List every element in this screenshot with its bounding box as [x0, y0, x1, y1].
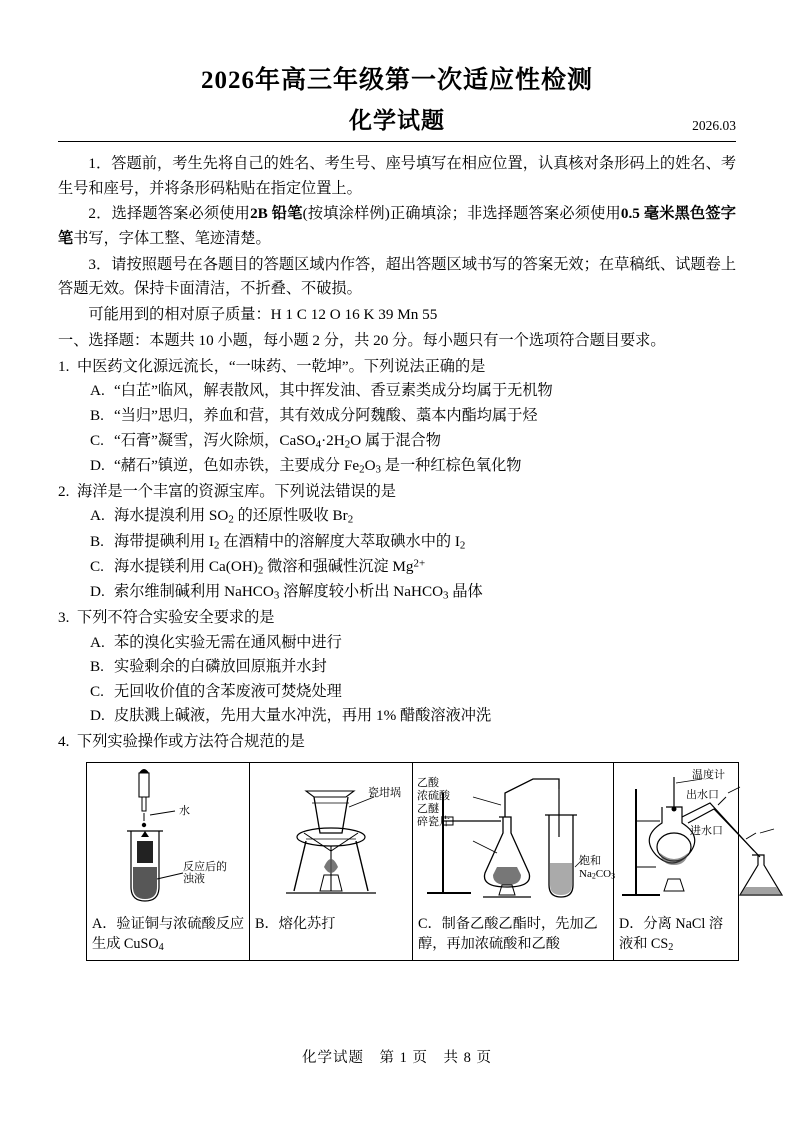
question-1-option-a[interactable] [90, 379, 736, 404]
atomic-masses: 可能用到的相对原子质量：H 1 C 12 O 16 K 39 Mn 55 [88, 305, 438, 323]
figure-a-drawing [87, 763, 249, 911]
question-3-option-b[interactable] [90, 655, 736, 680]
figure-d-label-thermometer: 温度计 [692, 768, 725, 781]
instruction-1: 1．答题前，考生先将自己的姓名、考生号、座号填写在相应位置，认真核对条形码上的姓名、考生号和座号，并将条形码粘贴在指定位置上。 [58, 155, 736, 197]
option-label: B. [90, 406, 104, 424]
option-text: 索尔维制碱利用 NaHCO$_3$ 溶解度较小析出 NaHCO$_3$ 晶体 [114, 582, 483, 602]
figure-b-label-crucible: 瓷坩埚 [368, 786, 401, 799]
option-label: B. [90, 532, 104, 550]
figure-d-label-water-in: 进水口 [690, 824, 723, 837]
figure-d-label-water-out: 出水口 [686, 788, 719, 801]
option-text: “赭石”镇逆，色如赤铁，主要成分 $Fe_2O_3$ 是一种红棕色氧化物 [114, 456, 522, 476]
option-text: 海水提镁利用 $Ca(OH)_2$ 微溶和强碱性沉淀 $Mg^{2+}$ [114, 557, 426, 577]
question-1-option-d[interactable] [90, 454, 736, 479]
question-3-option-a[interactable] [90, 631, 736, 656]
question-1-stem: 中医药文化源远流长，“一味药、一乾坤”。下列说法正确的是 [77, 357, 486, 375]
question-3-option-c[interactable] [90, 680, 736, 705]
question-2-option-b[interactable] [90, 530, 736, 555]
title-divider [58, 141, 736, 142]
question-3-option-d[interactable] [90, 704, 736, 729]
instructions [58, 152, 736, 327]
figure-a-label-turbid: 反应后的浊液 [183, 860, 227, 886]
figure-c-label-saturated [579, 855, 615, 881]
option-label: C. [90, 682, 104, 700]
question-3-number: 3. [58, 608, 70, 626]
figure-a-label-water: 水 [179, 804, 190, 817]
figure-c-label-reagents [417, 777, 450, 829]
option-label: C. [90, 431, 104, 449]
figure-a-caption: A．验证铜与浓硫酸反应生成 CuSO$_4$ [92, 915, 245, 954]
question-2-option-a[interactable] [90, 504, 736, 529]
option-label: D. [90, 456, 105, 474]
option-text: 海带提碘利用 $I_2$ 在酒精中的溶解度大萃取碘水中的 $I_2$ [114, 532, 466, 551]
question-2-option-c[interactable] [90, 555, 736, 580]
figure-cell-a [87, 762, 250, 960]
option-text: 皮肤溅上碱液，先用大量水冲洗，再用 1% 醋酸溶液冲洗 [114, 707, 492, 725]
option-label: D. [90, 707, 105, 725]
option-label: C. [90, 557, 104, 575]
figure-d-drawing [614, 763, 738, 911]
crucible-heating-apparatus-icon [250, 763, 411, 911]
option-label: B. [90, 658, 104, 676]
label-porcelain: 碎瓷片 [417, 815, 450, 828]
question-3-stem: 下列不符合实验安全要求的是 [77, 608, 275, 626]
page-subtitle [58, 102, 736, 135]
option-text: 无回收价值的含苯废液可焚烧处理 [114, 682, 342, 700]
question-4-number: 4. [58, 733, 70, 751]
experiment-figures-table [86, 762, 739, 961]
figures-row [87, 762, 739, 960]
question-2-stem: 海洋是一个丰富的资源宝库。下列说法错误的是 [77, 482, 396, 500]
question-1-number: 1. [58, 357, 70, 375]
question-1-option-b[interactable] [90, 404, 736, 429]
figure-cell-b [250, 762, 413, 960]
figure-c-drawing [413, 763, 616, 911]
page-title: 2026年高三年级第一次适应性检测 [200, 67, 593, 94]
instruction-3: 3．请按照题号在各题目的答题区域内作答，超出答题区域书写的答案无效；在草稿纸、试题卷上答题无效。保持卡面清洁，不折叠、不破损。 [58, 255, 736, 298]
figure-c-caption: C．制备乙酸乙酯时，先加乙醇，再加浓硫酸和乙酸 [418, 915, 598, 952]
option-label: A. [90, 507, 105, 525]
figure-b-caption: B．熔化苏打 [255, 915, 336, 932]
figure-cell-d [614, 762, 739, 960]
label-acetic-acid: 乙酸 [417, 776, 439, 789]
question-4 [58, 730, 736, 755]
figure-cell-c [413, 762, 614, 960]
figure-d-caption: D．分离 NaCl 溶液和 $CS_2$ [619, 915, 724, 954]
label-saturated: 饱和 [579, 854, 601, 867]
option-text: 海水提溴利用 $SO_2$ 的还原性吸收 $Br_2$ [114, 507, 354, 526]
question-1-option-c[interactable] [90, 429, 736, 454]
label-conc-sulfuric: 浓硫酸 [417, 789, 450, 802]
option-text: 苯的溴化实验无需在通风橱中进行 [114, 633, 342, 651]
label-ether: 乙醚 [417, 802, 439, 815]
option-text: “石膏”凝雪，泻火除烦，$CaSO_4\cdot 2H_2O$ 属于混合物 [114, 431, 441, 450]
question-3 [58, 606, 736, 729]
option-text: “当归”思归，养血和营，其有效成分阿魏酸、藁本内酯均属于烃 [114, 406, 538, 424]
figure-b-drawing [250, 763, 412, 911]
page-footer: 化学试题 第 1 页 共 8 页 [302, 1050, 492, 1066]
option-text: “白芷”临风，解表散风，其中挥发油、香豆素类成分均属于无机物 [114, 382, 553, 400]
option-label: D. [90, 582, 105, 600]
subtitle-text: 化学试题 [349, 108, 445, 133]
option-label: A. [90, 633, 105, 651]
section-heading: 一、选择题：本题共 10 小题，每小题 2 分，共 20 分。每小题只有一个选项符合题目要求。 [58, 332, 666, 350]
question-2-number: 2. [58, 482, 70, 500]
question-2-option-d[interactable] [90, 580, 736, 605]
question-1 [58, 355, 736, 479]
instruction-2: 2．选择题答案必须使用2B 铅笔(按填涂样例)正确填涂；非选择题答案必须使用0.5 毫米黑色签字笔书写，字体工整、笔迹清楚。 [58, 205, 736, 247]
label-na2co3: $Na_2CO_3$ [579, 867, 616, 881]
option-text: 实验剩余的白磷放回原瓶并水封 [114, 658, 327, 676]
exam-date: 2026.03 [692, 118, 736, 133]
option-label: A. [90, 382, 105, 400]
copper-sulfuric-apparatus-icon [87, 763, 248, 911]
question-4-stem: 下列实验操作或方法符合规范的是 [77, 733, 305, 751]
question-2 [58, 480, 736, 605]
